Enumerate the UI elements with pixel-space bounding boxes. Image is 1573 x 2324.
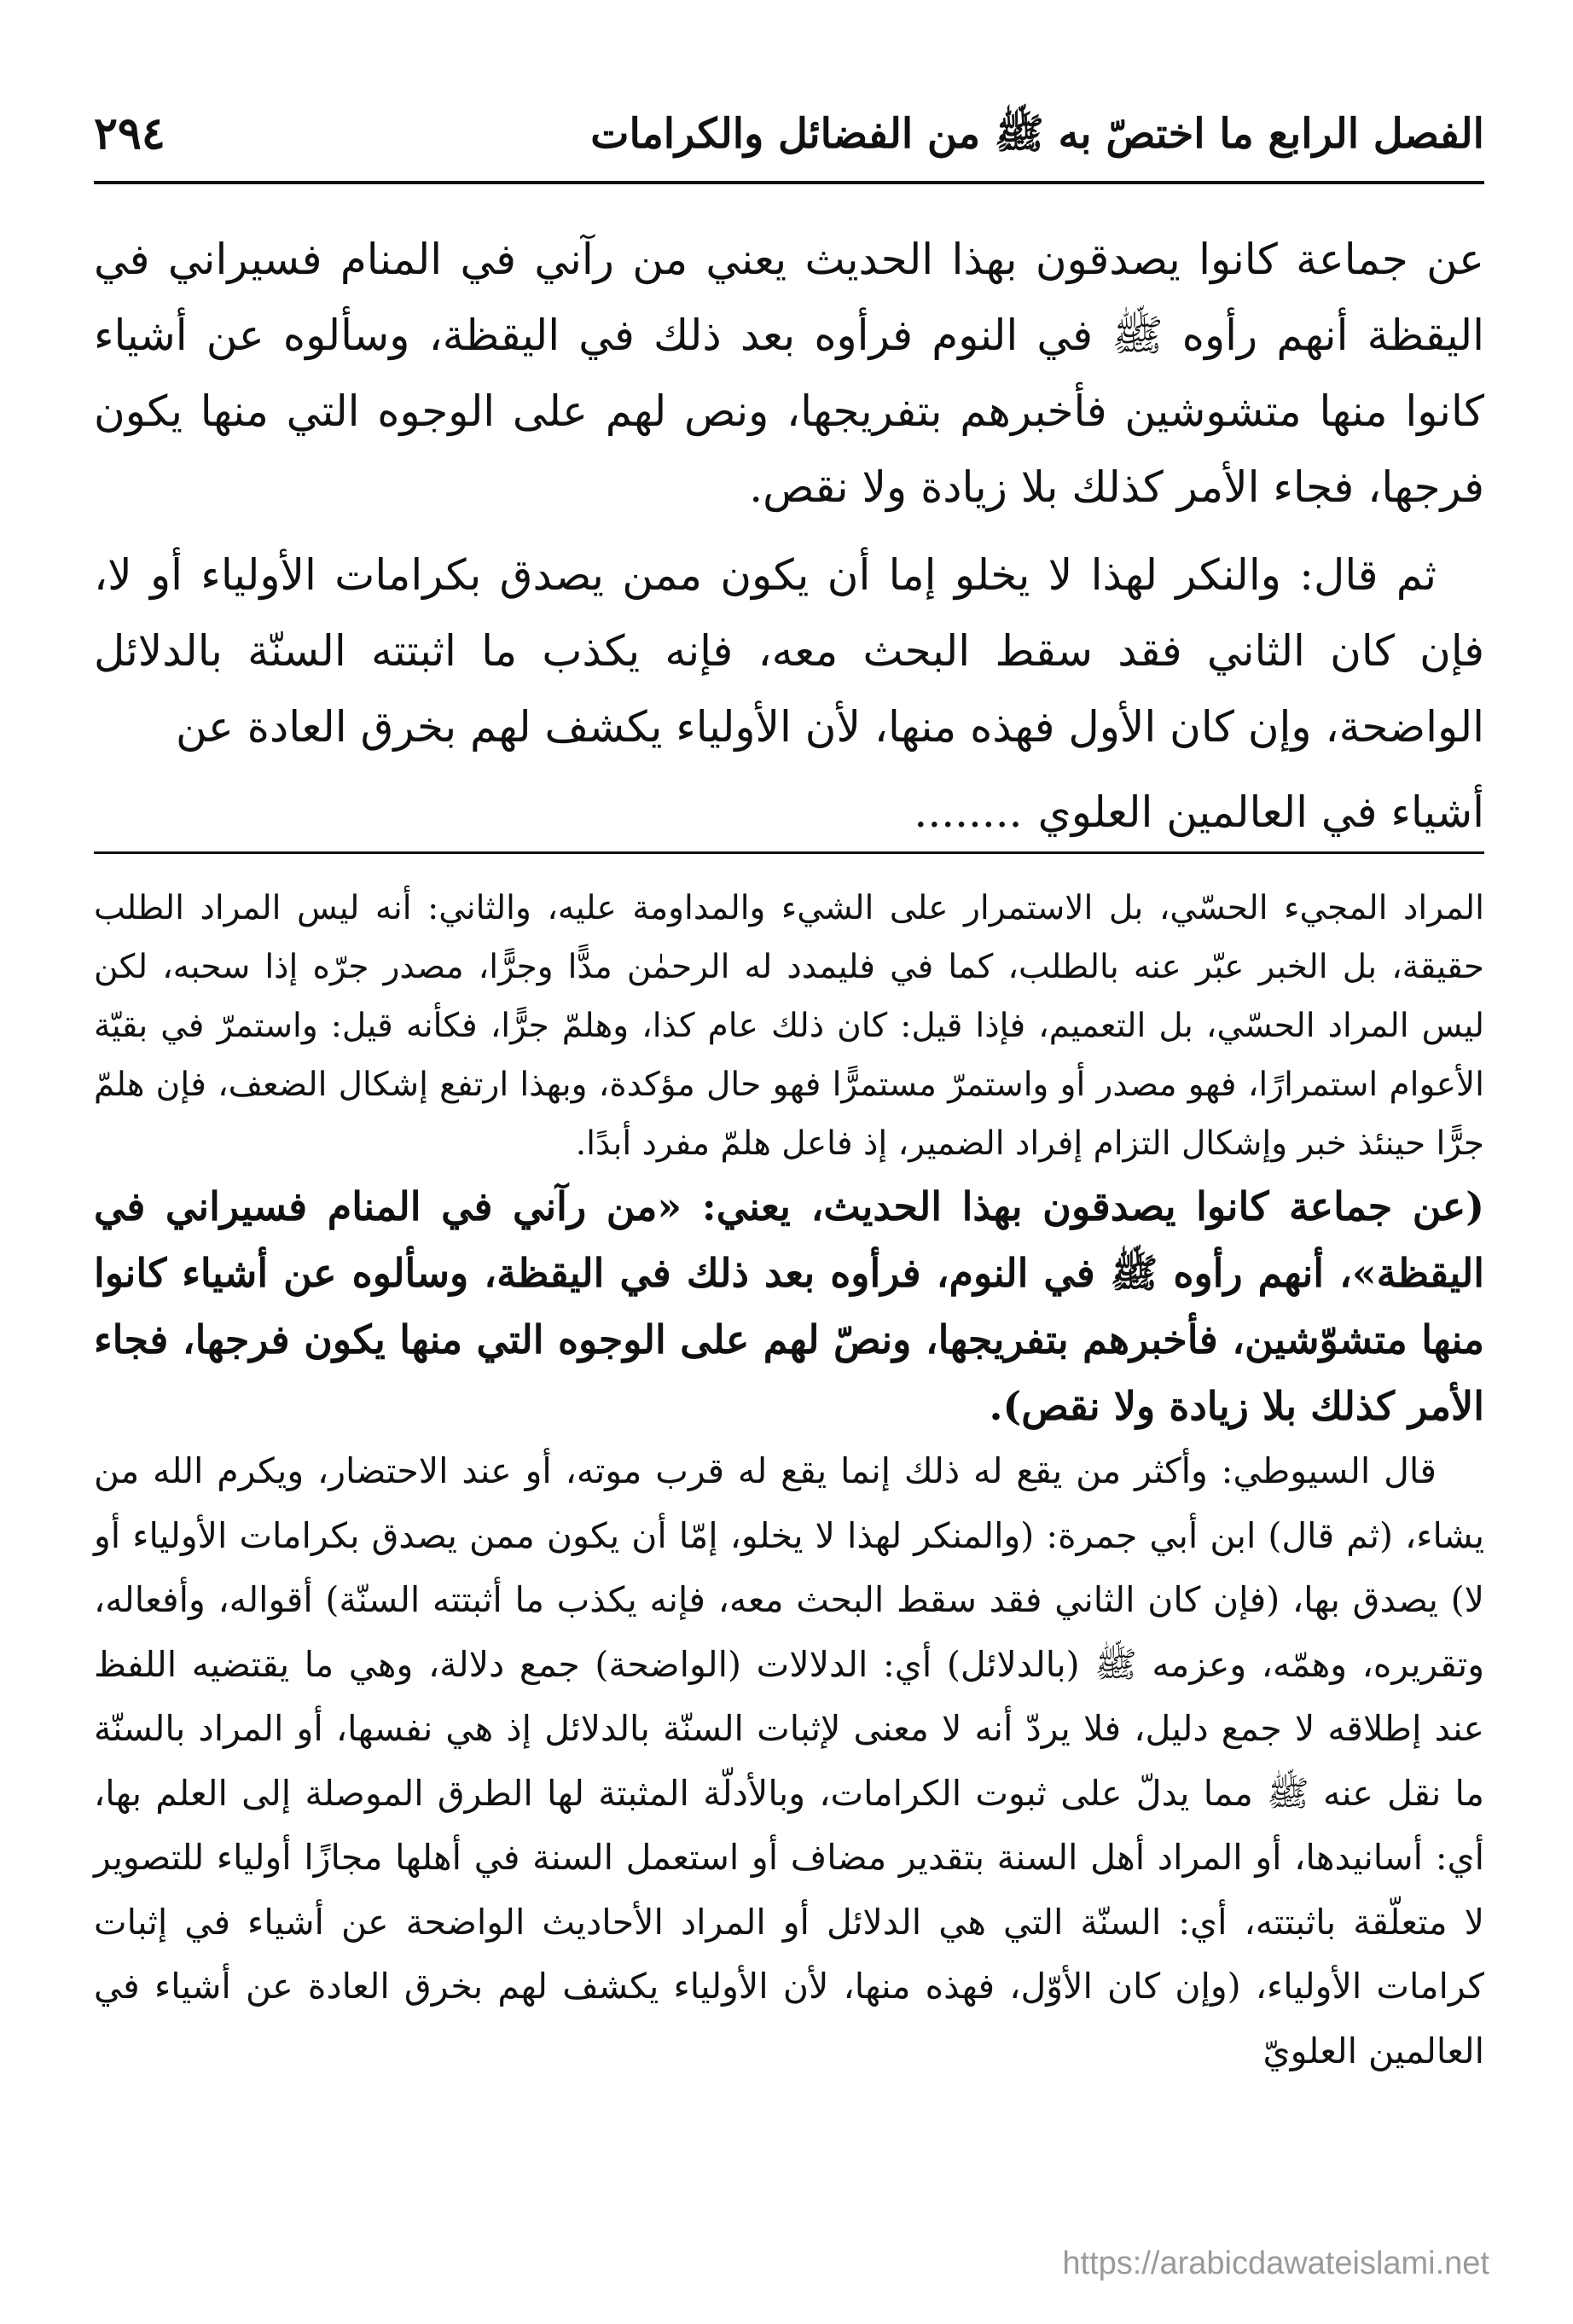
commentary-paragraph: المراد المجيء الحسّي، بل الاستمرار على الشيء والمداومة عليه، والثاني: أنه ليس المراد الطلب حقيقة، بل الخبر عبّر عنه بالطلب، كما في فليمدد له الرحمٰن مدًّا وجرًّا، مصدر جرّه إذا سحبه، لكن ليس المراد الحسّي، بل التعميم، فإذا قيل: كان ذلك عام كذا، وهلمّ جرًّا، فكأنه قيل: واستمرّ في بقيّة الأعوام استمرارًا، فهو مصدر أو واستمرّ مستمرًّا فهو حال مؤكدة، وبهذا ارتفع إشكال الضعف، فإن هلمّ جرًّا حينئذ خبر وإشكال التزام إفراد الضمير، إذ فاعل هلمّ مفرد أبدًا.: [94, 889, 1484, 1163]
page-header: [94, 94, 1484, 188]
watermark-url: https://arabicdawateislami.net: [1062, 2246, 1489, 2281]
chapter-title: الفصل الرابع ما اختصّ به ﷺ من الفضائل والكرامات: [590, 110, 1484, 158]
commentary-paragraph: قال السيوطي: وأكثر من يقع له ذلك إنما يقع له قرب موته، أو عند الاحتضار، ويكرم الله من يشاء، (ثم قال) ابن أبي جمرة: (والمنكر لهذا لا يخلو، إمّا أن يكون ممن يصدق بكرامات الأولياء أو لا) يصدق بها، (فإن كان الثاني فقد سقط البحث معه، فإنه يكذب ما أثبتته السنّة) أقواله، وأفعاله، وتقريره، وهمّه، وعزمه ﷺ (بالدلائل) أي: الدلالات (الواضحة) جمع دلالة، وهي ما يقتضيه اللفظ عند إطلاقه لا جمع دليل، فلا يردّ أنه لا معنى لإثبات السنّة بالدلائل إذ هي نفسها، أو المراد بالسنّة ما نقل عنه ﷺ مما يدلّ على ثبوت الكرامات، وبالأدلّة المثبتة لها الطرق الموصلة إلى العلم بها، أي: أسانيدها، أو المراد أهل السنة بتقدير مضاف أو استعمل السنة في أهلها مجازًا أولياء للتصوير لا متعلّقة باثبتته، أي: السنّة التي هي الدلائل أو المراد الأحاديث الواضحة عن أشياء في إثبات كرامات الأولياء، (وإن كان الأوّل، فهذه منها، لأن الأولياء يكشف لهم بخرق العادة عن أشياء في العالمين العلويّ: [94, 1450, 1484, 2071]
header-divider: [94, 181, 1484, 184]
main-text: [94, 222, 1484, 765]
main-continuation-line: [94, 778, 1484, 846]
main-paragraph: ثم قال: والنكر لهذا لا يخلو إما أن يكون ممن يصدق بكرامات الأولياء أو لا، فإن كان الثاني فقد سقط البحث معه، فإنه يكذب ما اثبتته السنّة بالدلائل الواضحة، وإن كان الأول فهذه منها، لأن الأولياء يكشف لهم بخرق العادة عن: [94, 550, 1484, 752]
commentary-divider: [94, 851, 1484, 854]
commentary-section: [94, 879, 1484, 2083]
main-paragraph: عن جماعة كانوا يصدقون بهذا الحديث يعني من رآني في المنام فسيراني في اليقظة أنهم رأوه ﷺ في النوم فرأوه بعد ذلك في اليقظة، وسألوه عن أشياء كانوا منها متشوشين فأخبرهم بتفريجها، ونص لهم على الوجوه التي منها يكون فرجها، فجاء الأمر كذلك بلا زيادة ولا نقص.: [94, 235, 1484, 512]
quoted-text-paragraph: (عن جماعة كانوا يصدقون بهذا الحديث، يعني: «من رآني في المنام فسيراني في اليقظة»، أنهم رأوه ﷺ في النوم، فرأوه بعد ذلك في اليقظة، وسألوه عن أشياء كانوا منها متشوّشين، فأخبرهم بتفريجها، ونصّ لهم على الوجوه التي منها يكون فرجها، فجاء الأمر كذلك بلا زيادة ولا نقص).: [94, 1183, 1484, 1429]
continuation-dots: ........: [914, 787, 1023, 837]
continuation-text: أشياء في العالمين العلوي: [1037, 787, 1484, 837]
page-number: ٢٩٤: [94, 107, 165, 160]
